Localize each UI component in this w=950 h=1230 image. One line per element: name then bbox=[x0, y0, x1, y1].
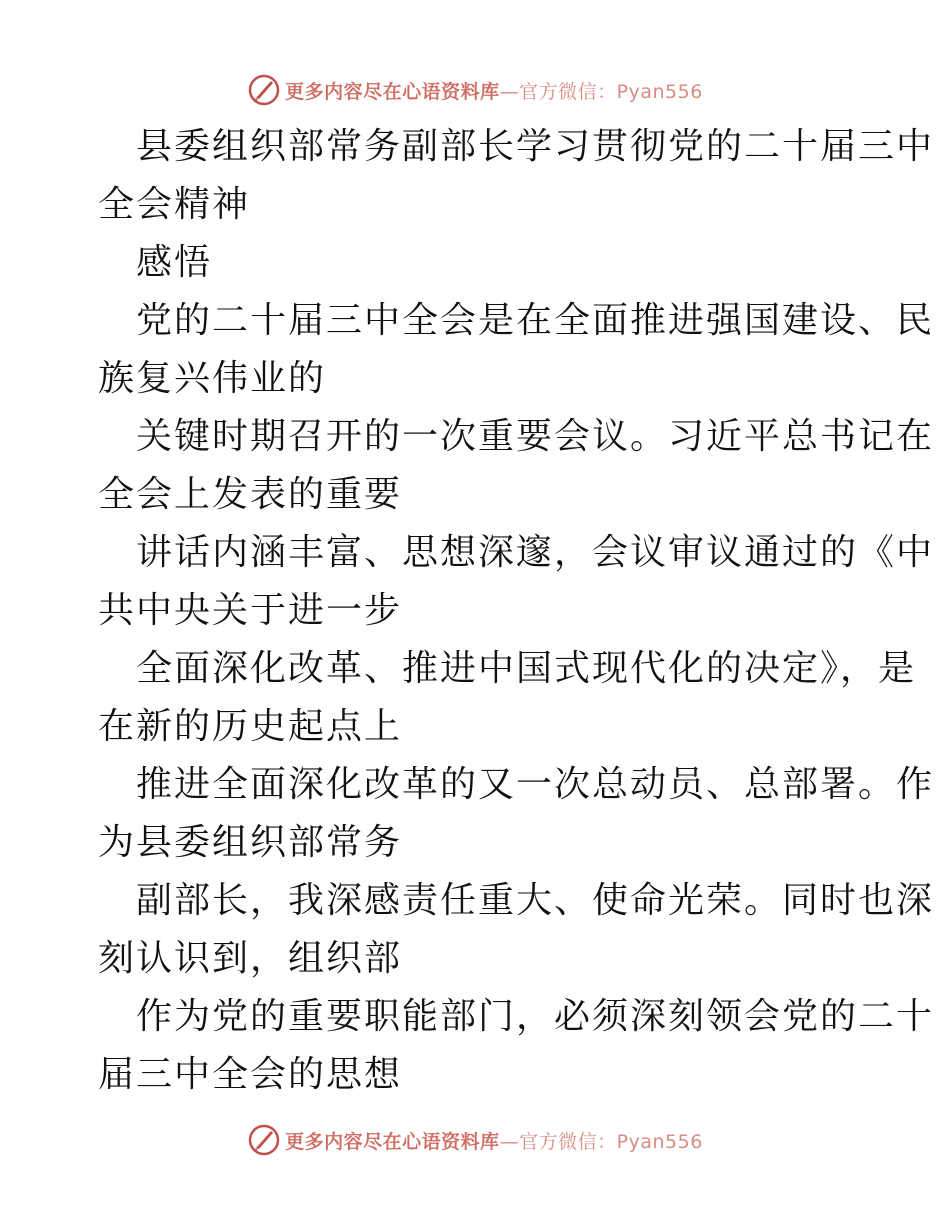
paragraph-line: 关键时期召开的一次重要会议。习近平总书记在 bbox=[136, 416, 935, 457]
page-header bbox=[0, 70, 950, 110]
paragraph-line: 共中央关于进一步 bbox=[98, 590, 403, 631]
banner-tail: —官方微信：Pyan556 bbox=[499, 1130, 703, 1153]
title-line-3: 感悟 bbox=[136, 242, 213, 283]
article-body bbox=[98, 118, 935, 1104]
paragraph-line: 在新的历史起点上 bbox=[98, 706, 403, 747]
quill-seal-icon bbox=[247, 1123, 281, 1157]
banner-lead: 更多内容尽在心语资料库 bbox=[285, 1130, 500, 1153]
paragraph-line: 推进全面深化改革的又一次总动员、总部署。作 bbox=[136, 764, 935, 805]
paragraph-line: 党的二十届三中全会是在全面推进强国建设、民 bbox=[136, 300, 935, 341]
paragraph-line: 为县委组织部常务 bbox=[98, 822, 403, 863]
paragraph-line: 届三中全会的思想 bbox=[98, 1054, 403, 1095]
paragraph-line: 刻认识到，组织部 bbox=[98, 938, 403, 979]
page-footer bbox=[0, 1120, 950, 1160]
banner-tail: —官方微信：Pyan556 bbox=[499, 80, 703, 103]
paragraph-line: 讲话内涵丰富、思想深邃，会议审议通过的《中 bbox=[136, 532, 935, 573]
paragraph-line: 全面深化改革、推进中国式现代化的决定》，是 bbox=[136, 648, 917, 689]
title-line-2: 全会精神 bbox=[98, 184, 251, 225]
watermark-banner bbox=[285, 1127, 703, 1154]
title-line-1: 县委组织部常务副部长学习贯彻党的二十届三中 bbox=[136, 126, 935, 167]
banner-lead: 更多内容尽在心语资料库 bbox=[285, 80, 500, 103]
quill-seal-icon bbox=[247, 73, 281, 107]
paragraph-line: 全会上发表的重要 bbox=[98, 474, 403, 515]
watermark-banner bbox=[285, 77, 703, 104]
paragraph-line: 作为党的重要职能部门，必须深刻领会党的二十 bbox=[136, 996, 935, 1037]
paragraph-line: 族复兴伟业的 bbox=[98, 358, 327, 399]
paragraph-line: 副部长，我深感责任重大、使命光荣。同时也深 bbox=[136, 880, 935, 921]
